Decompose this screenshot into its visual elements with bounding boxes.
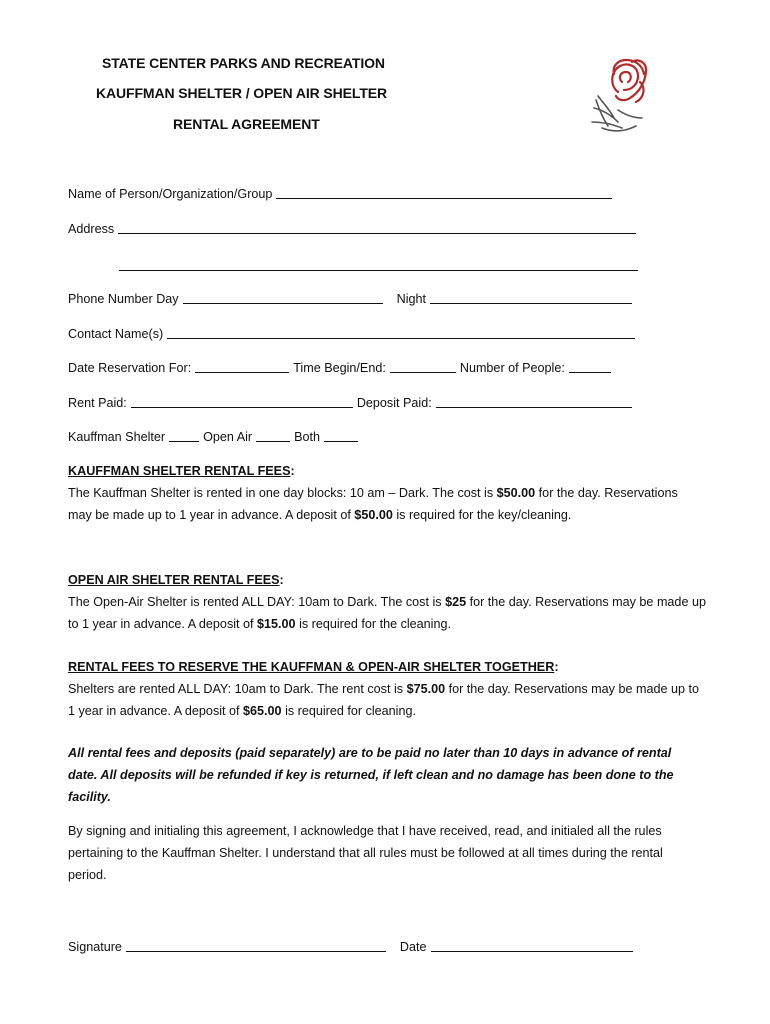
contact-label: Contact Name(s) <box>68 327 164 341</box>
shelter-choice-row <box>68 426 362 444</box>
open-air-fees-colon: : <box>279 573 284 587</box>
open-air-fees-text-2: for the day. Reservations may be made up to 1 year in advance. A deposit of <box>68 595 706 631</box>
open-air-cost: $25 <box>445 595 467 609</box>
open-air-choice-field[interactable] <box>256 429 290 442</box>
org-title: STATE CENTER PARKS AND RECREATION <box>102 55 385 71</box>
deposit-paid-field[interactable] <box>436 395 632 408</box>
open-air-fees-text-1: The Open-Air Shelter is rented ALL DAY: 10am to Dark. The cost is <box>68 595 446 609</box>
kauffman-fees-text-3: is required for the key/cleaning. <box>392 508 572 522</box>
open-air-fees-heading: OPEN AIR SHELTER RENTAL FEES <box>68 573 280 587</box>
address-row <box>68 218 640 236</box>
date-reservation-label: Date Reservation For: <box>68 361 192 375</box>
rose-logo-icon <box>588 52 656 134</box>
address-field-2[interactable] <box>119 258 638 271</box>
together-fees-heading: RENTAL FEES TO RESERVE THE KAUFFMAN & OPEN-AIR SHELTER TOGETHER <box>68 660 555 674</box>
signature-date-field[interactable] <box>431 939 633 952</box>
shelter-title: KAUFFMAN SHELTER / OPEN AIR SHELTER <box>96 85 388 101</box>
phone-night-field[interactable] <box>430 291 632 304</box>
contact-row <box>68 323 639 341</box>
rent-paid-label: Rent Paid: <box>68 396 127 410</box>
address-field[interactable] <box>118 221 636 234</box>
contact-field[interactable] <box>167 326 635 339</box>
acknowledgement-text: By signing and initialing this agreement, I acknowledge that I have received, read, and initialed all the rules pertaining to the Kauffman Shelter. I understand that all rules must be followed at all times during the rental period. <box>68 824 663 882</box>
phone-day-field[interactable] <box>183 291 383 304</box>
phone-day-label: Phone Number Day <box>68 292 179 306</box>
open-air-deposit: $15.00 <box>257 617 296 631</box>
org-name-label: Name of Person/Organization/Group <box>68 187 273 201</box>
kauffman-fees-heading: KAUFFMAN SHELTER RENTAL FEES <box>68 464 291 478</box>
payment-row <box>68 392 636 410</box>
phone-row <box>68 288 636 306</box>
together-fees-text-3: is required for cleaning. <box>281 704 416 718</box>
people-label: Number of People: <box>459 361 565 375</box>
open-air-choice-label: Open Air <box>203 430 253 444</box>
signature-date-label: Date <box>399 940 427 954</box>
both-choice-label: Both <box>294 430 321 444</box>
address-label: Address <box>68 222 115 236</box>
reservation-row <box>68 357 615 375</box>
together-cost: $75.00 <box>406 682 446 696</box>
org-name-field[interactable] <box>276 186 612 199</box>
time-field[interactable] <box>390 360 456 373</box>
open-air-fees-section <box>68 569 708 635</box>
together-fees-text-2: for the day. Reservations may be made up to 1 year in advance. A deposit of <box>68 682 699 718</box>
date-reservation-field[interactable] <box>195 360 289 373</box>
kauffman-choice-label: Kauffman Shelter <box>68 430 166 444</box>
signature-label: Signature <box>68 940 122 954</box>
org-name-row <box>68 183 616 201</box>
kauffman-deposit: $50.00 <box>354 508 393 522</box>
payment-notice: All rental fees and deposits (paid separately) are to be paid no later than 10 days in advance of rental date. All deposits will be refunded if key is returned, if left clean and no damage has been done to the facility. <box>68 746 674 804</box>
kauffman-fees-section <box>68 460 698 526</box>
together-deposit: $65.00 <box>243 704 282 718</box>
kauffman-fees-text-2: for the day. Reservations may be made up to 1 year in advance. A deposit of <box>68 486 678 522</box>
together-fees-section <box>68 656 708 722</box>
together-fees-colon: : <box>554 660 559 674</box>
together-fees-text-1: Shelters are rented ALL DAY: 10am to Dark. The rent cost is <box>68 682 407 696</box>
kauffman-fees-text-1: The Kauffman Shelter is rented in one day blocks: 10 am – Dark. The cost is <box>68 486 497 500</box>
both-choice-field[interactable] <box>324 429 358 442</box>
open-air-fees-text-3: is required for the cleaning. <box>295 617 451 631</box>
time-label: Time Begin/End: <box>293 361 386 375</box>
rent-paid-field[interactable] <box>131 395 353 408</box>
signature-row <box>68 936 637 954</box>
kauffman-choice-field[interactable] <box>169 429 199 442</box>
kauffman-fees-colon: : <box>290 464 295 478</box>
document-title: RENTAL AGREEMENT <box>173 116 320 132</box>
phone-night-label: Night <box>396 292 427 306</box>
address-row-2 <box>119 255 642 273</box>
signature-field[interactable] <box>126 939 386 952</box>
people-field[interactable] <box>569 360 611 373</box>
deposit-paid-label: Deposit Paid: <box>356 396 432 410</box>
kauffman-cost: $50.00 <box>496 486 536 500</box>
